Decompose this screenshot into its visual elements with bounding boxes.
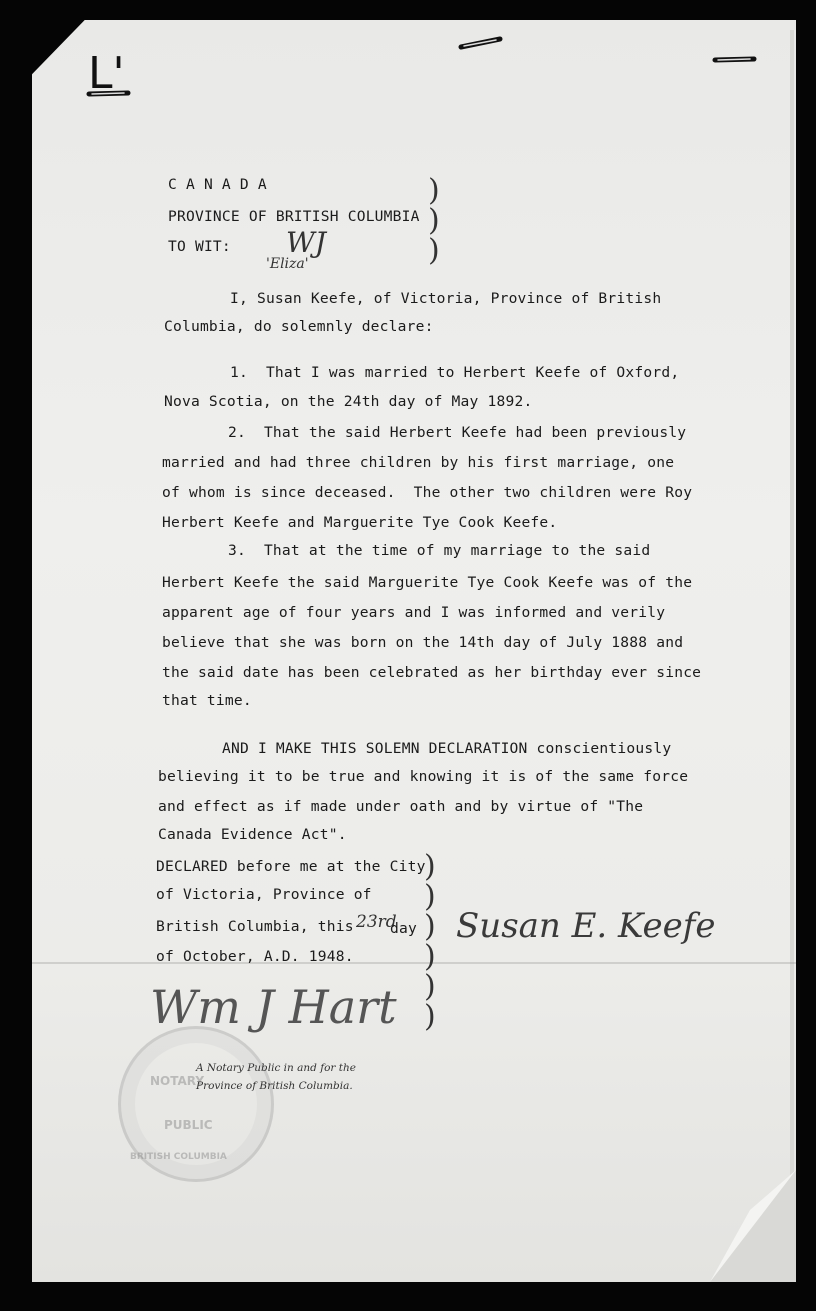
paragraph-3-line: 3. That at the time of my marriage to the said [228, 542, 651, 559]
paragraph-2-line: of whom is since deceased. The other two children were Roy [162, 484, 693, 501]
paragraph-1-line: 1. That I was married to Herbert Keefe of Oxford, [230, 364, 680, 381]
notary-caption-line: Province of British Columbia. [196, 1080, 353, 1092]
heading-to-wit: TO WIT: [168, 238, 231, 255]
paragraph-3-line: apparent age of four years and I was informed and verily [162, 604, 666, 621]
paragraph-3-line: Herbert Keefe the said Marguerite Tye Cook Keefe was of the [162, 574, 693, 591]
paragraph-3-line: the said date has been celebrated as her birthday ever since [162, 664, 702, 681]
seal-text: NOTARY [150, 1074, 205, 1088]
declared-line: DECLARED before me at the City [156, 858, 426, 875]
declarant-signature: Susan E. Keefe [456, 906, 716, 946]
seal-text: PUBLIC [164, 1118, 213, 1132]
paper-clip-icon [712, 54, 758, 66]
declared-line: British Columbia, this [156, 918, 354, 935]
declared-line: day [390, 920, 417, 937]
page-edge [790, 30, 794, 1280]
notary-caption-line: A Notary Public in and for the [196, 1062, 356, 1074]
heading-brace: ) ) ) [428, 173, 440, 268]
declared-day-handwritten: 23rd [356, 912, 397, 932]
declared-brace: ) ) ) ) ) ) [424, 849, 436, 1034]
folded-corner [700, 1160, 796, 1282]
heading-initials: WJ [286, 226, 327, 259]
paragraph-3-line: that time. [162, 692, 252, 709]
paragraph-2-line: Herbert Keefe and Marguerite Tye Cook Keefe. [162, 514, 558, 531]
declared-line: of Victoria, Province of [156, 886, 372, 903]
paragraph-2-line: 2. That the said Herbert Keefe had been previously [228, 424, 687, 441]
solemn-line: AND I MAKE THIS SOLEMN DECLARATION conscientiously [222, 740, 672, 757]
paragraph-3-line: believe that she was born on the 14th day of July 1888 and [162, 634, 684, 651]
solemn-line: believing it to be true and knowing it is of the same force [158, 768, 689, 785]
heading-canada: C A N A D A [168, 176, 267, 193]
declared-line: of October, A.D. 1948. [156, 948, 354, 965]
heading-province: PROVINCE OF BRITISH COLUMBIA [168, 208, 420, 225]
paragraph-1-line: Nova Scotia, on the 24th day of May 1892. [164, 393, 533, 410]
fold-line [32, 962, 796, 964]
paragraph-2-line: married and had three children by his first marriage, one [162, 454, 675, 471]
intro-line: Columbia, do solemnly declare: [164, 318, 434, 335]
seal-text: BRITISH COLUMBIA [130, 1152, 227, 1162]
margin-marks: L' [88, 48, 125, 99]
notary-signature: Wm J Hart [150, 980, 397, 1034]
solemn-line: and effect as if made under oath and by virtue of "The [158, 798, 644, 815]
paper-clip-icon [458, 36, 504, 50]
intro-line: I, Susan Keefe, of Victoria, Province of British [230, 290, 662, 307]
handwritten-insert: 'Eliza' [266, 256, 309, 272]
solemn-line: Canada Evidence Act". [158, 826, 347, 843]
